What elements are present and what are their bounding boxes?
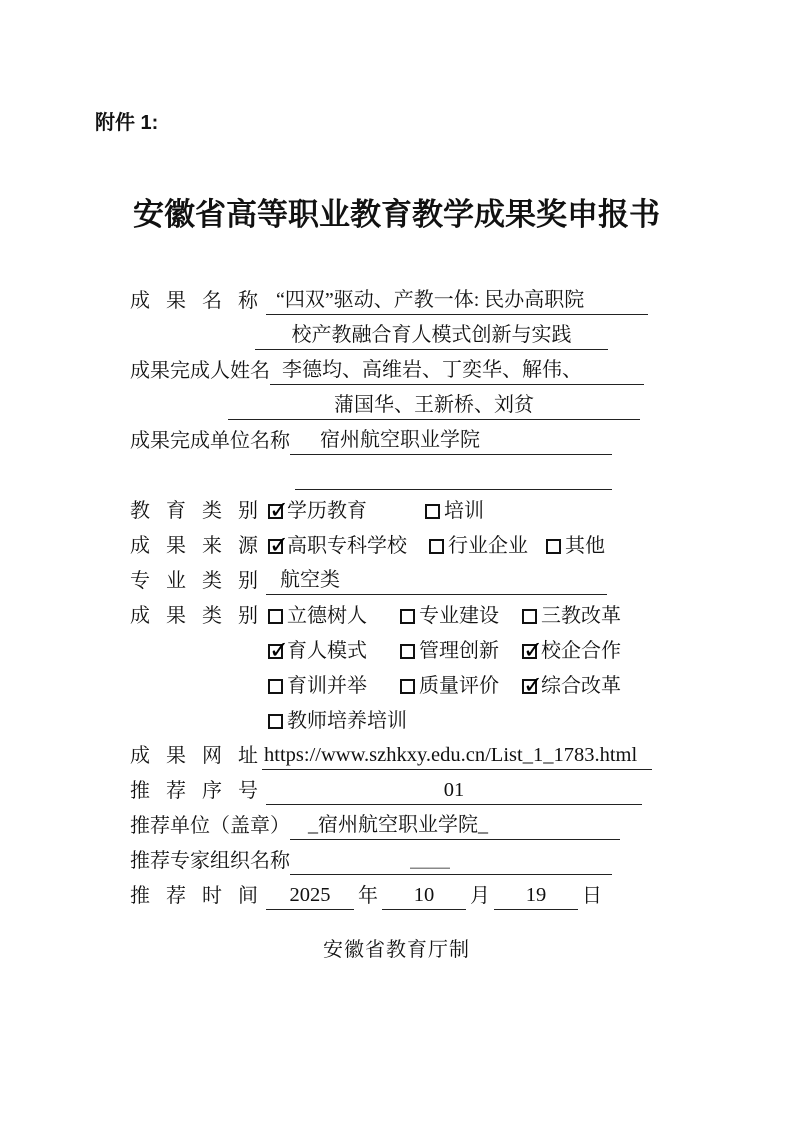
unit-name-field[interactable]: 宿州航空职业学院: [290, 427, 612, 455]
checkbox-icon[interactable]: [268, 539, 283, 554]
option-lide-shuren[interactable]: [268, 603, 367, 630]
option-gaozhi-zhuanke[interactable]: [268, 533, 407, 560]
year-field[interactable]: 2025: [266, 882, 354, 910]
option-peixun[interactable]: [425, 498, 484, 525]
row-education-category: [130, 491, 662, 526]
option-xiaoqi-hezuo[interactable]: [522, 638, 621, 665]
checkbox-icon[interactable]: [400, 609, 415, 624]
checkbox-label: 育人模式: [287, 640, 367, 662]
checkbox-label: 综合改革: [541, 675, 621, 697]
checkbox-label: 管理创新: [419, 640, 499, 662]
checkbox-label: 行业企业: [448, 535, 528, 557]
row-recommend-unit: [130, 806, 662, 841]
option-zonghe-gaige[interactable]: [522, 673, 621, 700]
option-hangye-qiye[interactable]: [429, 533, 528, 560]
checkbox-icon[interactable]: [268, 644, 283, 659]
row-achievement-category-4: [130, 701, 662, 736]
unit-name-label: 成果完成单位名称: [130, 430, 290, 452]
attachment-label: 附件 1:: [95, 112, 159, 134]
checkbox-label: 质量评价: [419, 675, 499, 697]
option-sanjiao-gaige[interactable]: [522, 603, 621, 630]
checkbox-label: 其他: [565, 535, 605, 557]
option-zhiliang-pingjia[interactable]: [400, 673, 499, 700]
row-completers: [130, 351, 662, 386]
checkbox-label: 校企合作: [541, 640, 621, 662]
achievement-name-field-line2[interactable]: 校产教融合育人模式创新与实践: [255, 322, 608, 350]
expert-org-field[interactable]: ＿＿: [290, 847, 612, 875]
recommend-unit-field[interactable]: _宿州航空职业学院_: [290, 812, 620, 840]
serial-label: 推荐序号: [130, 780, 258, 802]
option-zhuanye-jianshe[interactable]: [400, 603, 499, 630]
row-recommend-date: [130, 876, 662, 911]
checkbox-icon[interactable]: [400, 644, 415, 659]
checkbox-icon[interactable]: [268, 609, 283, 624]
url-label: 成果网址: [130, 745, 258, 767]
checkbox-icon[interactable]: [268, 714, 283, 729]
checkbox-label: 立德树人: [287, 605, 367, 627]
checkbox-label: 教师培养培训: [287, 710, 407, 732]
row-expert-org: [130, 841, 662, 876]
achievement-category-label: 成果类别: [130, 605, 258, 627]
checkbox-label: 培训: [444, 500, 484, 522]
checkbox-icon[interactable]: [546, 539, 561, 554]
major-category-field[interactable]: 航空类: [266, 567, 607, 595]
issuer-note: 安徽省教育厅制: [323, 939, 470, 961]
completers-label: 成果完成人姓名: [130, 360, 270, 382]
row-major-category: [130, 561, 662, 596]
unit-name-field-line2[interactable]: [295, 489, 612, 490]
row-achievement-name: [130, 281, 662, 316]
option-jiaoshi-peiyang[interactable]: [268, 708, 407, 735]
checkbox-icon[interactable]: [268, 679, 283, 694]
option-qita[interactable]: [546, 533, 605, 560]
option-yuren-moshi[interactable]: [268, 638, 367, 665]
serial-field[interactable]: 01: [266, 777, 642, 805]
row-achievement-name-cont: [130, 316, 662, 351]
recommend-unit-label: 推荐单位（盖章）: [130, 815, 290, 837]
option-guanli-chuangxin[interactable]: [400, 638, 499, 665]
checkbox-icon[interactable]: [400, 679, 415, 694]
checkbox-label: 专业建设: [419, 605, 499, 627]
row-unit-name: [130, 421, 662, 456]
day-field[interactable]: 19: [494, 882, 578, 910]
completers-field-line1[interactable]: 李德均、高维岩、丁奕华、解伟、: [270, 357, 644, 385]
completers-field-line2[interactable]: 蒲国华、王新桥、刘贫: [228, 392, 640, 420]
row-unit-name-cont: [130, 456, 662, 491]
row-achievement-category-2: [130, 631, 662, 666]
row-source: [130, 526, 662, 561]
checkbox-label: 育训并举: [287, 675, 367, 697]
checkbox-icon[interactable]: [425, 504, 440, 519]
url-field[interactable]: https://www.szhkxy.edu.cn/List_1_1783.html: [262, 742, 652, 770]
row-serial: [130, 771, 662, 806]
row-url: [130, 736, 662, 771]
month-field[interactable]: 10: [382, 882, 466, 910]
source-label: 成果来源: [130, 535, 258, 557]
row-completers-cont: [130, 386, 662, 421]
major-category-label: 专业类别: [130, 570, 258, 592]
checkbox-icon[interactable]: [429, 539, 444, 554]
recommend-date-label: 推荐时间: [130, 885, 258, 907]
education-category-label: 教育类别: [130, 500, 258, 522]
month-unit-label: 月: [470, 885, 490, 907]
checkbox-label: 三教改革: [541, 605, 621, 627]
checkbox-icon[interactable]: [522, 644, 537, 659]
row-achievement-category-1: [130, 596, 662, 631]
row-achievement-category-3: [130, 666, 662, 701]
option-xueli-jiaoyu[interactable]: [268, 498, 367, 525]
year-unit-label: 年: [358, 885, 378, 907]
checkbox-icon[interactable]: [522, 679, 537, 694]
achievement-name-label: 成果名称: [130, 290, 258, 312]
achievement-name-field-line1[interactable]: “四双”驱动、产教一体: 民办高职院: [266, 287, 648, 315]
expert-org-label: 推荐专家组织名称: [130, 850, 290, 872]
page-title: 安徽省高等职业教育教学成果奖申报书: [133, 197, 660, 232]
checkbox-label: 学历教育: [287, 500, 367, 522]
checkbox-label: 高职专科学校: [287, 535, 407, 557]
day-unit-label: 日: [582, 885, 602, 907]
checkbox-icon[interactable]: [522, 609, 537, 624]
checkbox-icon[interactable]: [268, 504, 283, 519]
option-yuxun-bingju[interactable]: [268, 673, 367, 700]
application-form: [130, 281, 662, 911]
